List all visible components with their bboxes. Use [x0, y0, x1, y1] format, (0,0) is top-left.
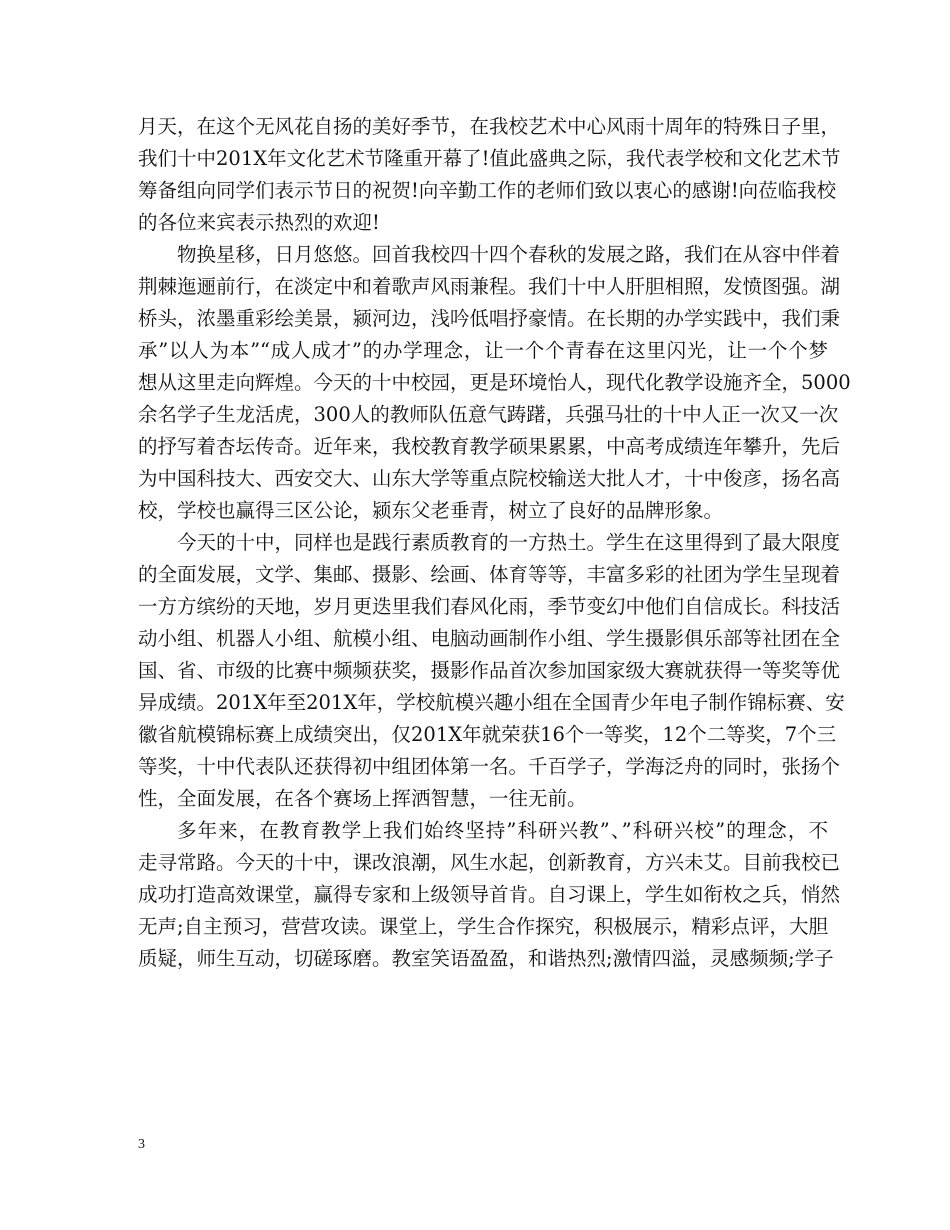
text-line: 今天的十中，同样也是践行素质教育的一方热土。学生在这里得到了最大限度 [177, 531, 841, 554]
text-line: 性，全面发展，在各个赛场上挥洒智慧，一往无前。 [138, 787, 587, 810]
text-line: 余名学子生龙活虎，300人的教师队伍意气踌躇，兵强马壮的十中人正一次又一次 [138, 403, 839, 426]
text-line: 物换星移，日月悠悠。回首我校四十四个春秋的发展之路，我们在从容中伴着 [177, 243, 841, 266]
text-line: 徽省航模锦标赛上成绩突出，仅201X年就荣获16个一等奖，12个二等奖，7个三 [138, 723, 837, 746]
document-body [138, 111, 851, 975]
text-line: 多年来，在教育教学上我们始终坚持”科研兴教”、”科研兴校”的理念，不 [177, 819, 828, 842]
text-line: 荆棘迤逦前行，在淡定中和着歌声风雨兼程。我们十中人肝胆相照，发愤图强。湖 [138, 275, 841, 298]
text-line: 筹备组向同学们表示节日的祝贺!向辛勤工作的老师们致以衷心的感谢!向莅临我校 [138, 179, 837, 202]
text-line: 异成绩。201X年至201X年，学校航模兴趣小组在全国青少年电子制作锦标赛、安 [138, 691, 845, 714]
text-line: 我们十中201X年文化艺术节隆重开幕了!值此盛典之际，我代表学校和文化艺术节 [138, 147, 841, 170]
text-line: 校，学校也赢得三区公论，颍东父老垂青，树立了良好的品牌形象。 [138, 499, 724, 522]
text-line: 无声;自主预习，营营攻读。课堂上，学生合作探究，积极展示，精彩点评，大胆 [138, 915, 828, 938]
text-line: 为中国科技大、西安交大、山东大学等重点院校输送大批人才，十中俊彦，扬名高 [138, 467, 841, 490]
text-line: 成功打造高效课堂，赢得专家和上级领导首肯。自习课上，学生如衔枚之兵，悄然 [138, 883, 841, 906]
text-line: 一方方缤纷的天地，岁月更迭里我们春风化雨，季节变幻中他们自信成长。科技活 [138, 595, 841, 618]
text-line: 动小组、机器人小组、航模小组、电脑动画制作小组、学生摄影俱乐部等社团在全 [138, 627, 841, 650]
text-line: 想从这里走向辉煌。今天的十中校园，更是环境怡人，现代化教学设施齐全，5000 [138, 371, 851, 394]
text-line: 走寻常路。今天的十中，课改浪潮，风生水起，创新教育，方兴未艾。目前我校已 [138, 851, 841, 874]
text-line: 承”以人为本”“成人成才”的办学理念，让一个个青春在这里闪光，让一个个梦 [138, 339, 828, 362]
text-line: 月天，在这个无风花自扬的美好季节，在我校艺术中心风雨十周年的特殊日子里， [138, 115, 841, 138]
text-line: 国、省、市级的比赛中频频获奖，摄影作品首次参加国家级大赛就获得一等奖等优 [138, 659, 841, 682]
text-line: 桥头，浓墨重彩绘美景，颍河边，浅吟低唱抒豪情。在长期的办学实践中，我们秉 [138, 307, 841, 330]
text-line: 质疑，师生互动，切磋琢磨。教室笑语盈盈，和谐热烈;激情四溢，灵感频频;学子 [138, 947, 834, 970]
text-line: 等奖，十中代表队还获得初中组团体第一名。千百学子，学海泛舟的同时，张扬个 [138, 755, 841, 778]
text-line: 的抒写着杏坛传奇。近年来，我校教育教学硕果累累，中高考成绩连年攀升，先后 [138, 435, 841, 458]
text-line: 的各位来宾表示热烈的欢迎! [138, 211, 380, 234]
text-line: 的全面发展，文学、集邮、摄影、绘画、体育等等，丰富多彩的社团为学生呈现着 [138, 563, 841, 586]
page-number: 3 [138, 1137, 145, 1152]
